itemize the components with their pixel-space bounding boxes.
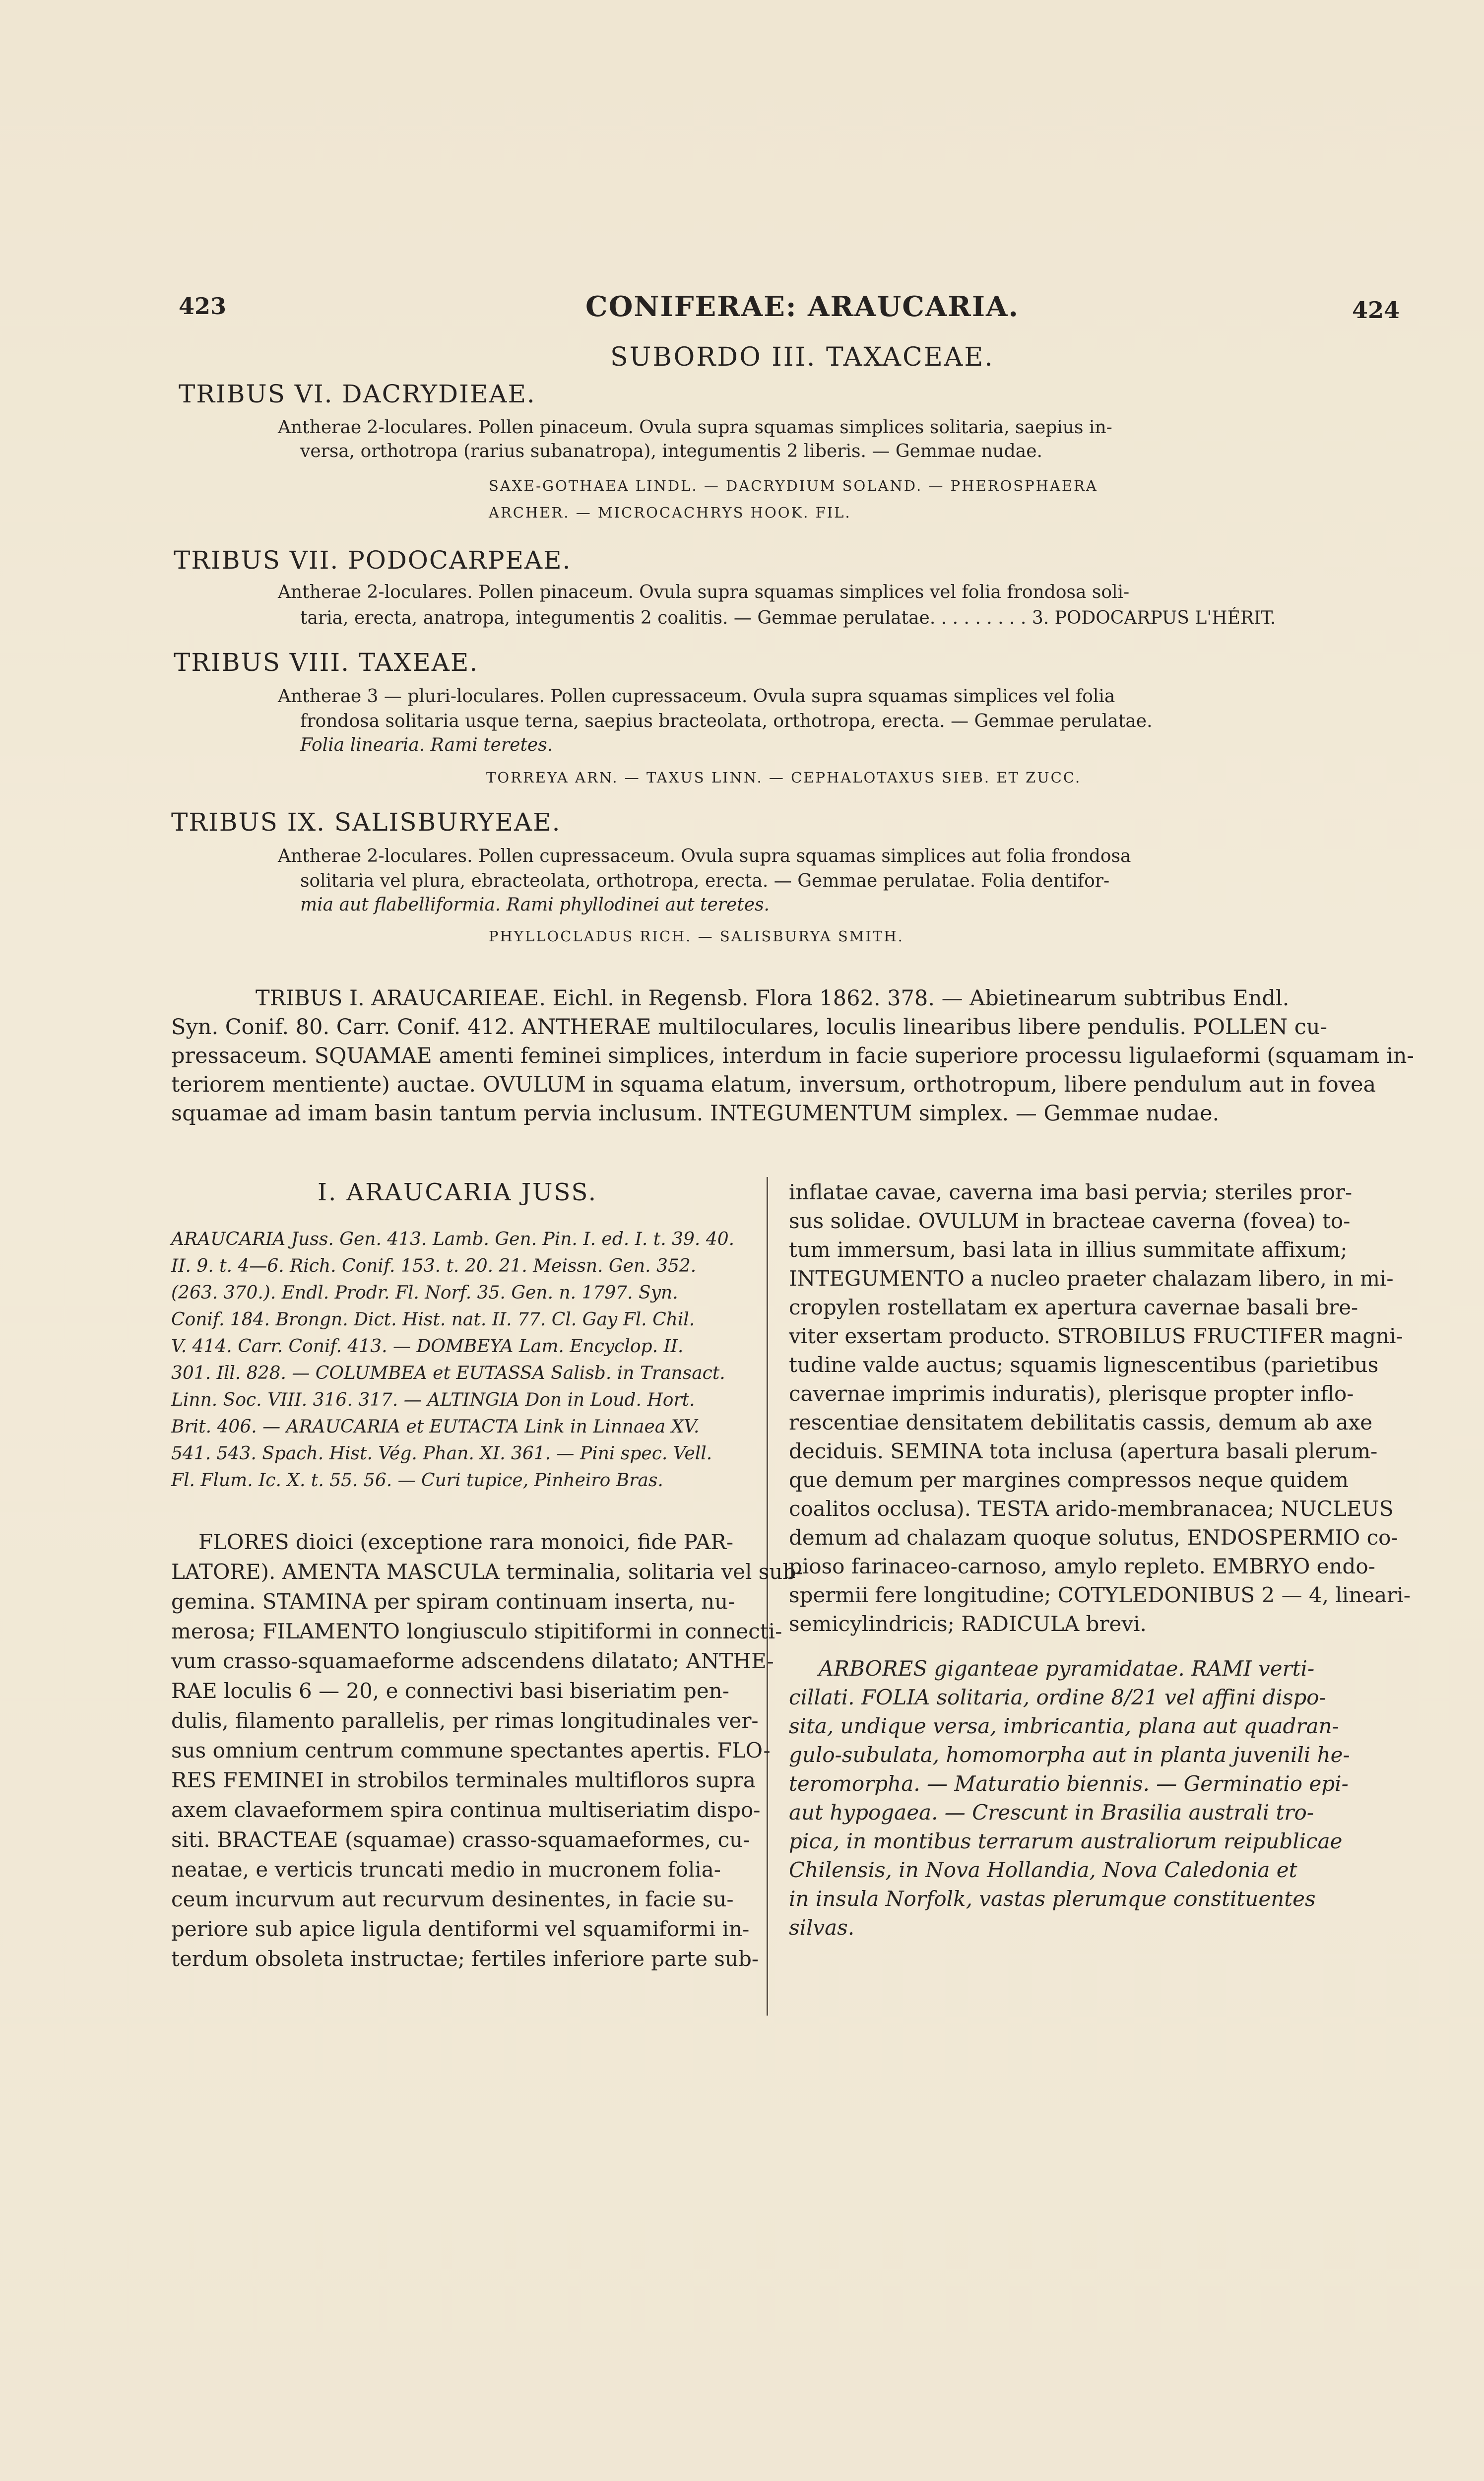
body-line: ceum incurvum aut recurvum desinentes, in facie su- [171,1887,734,1911]
body-line: dulis, filamento parallelis, per rimas longitudinales ver- [171,1708,759,1733]
tribus-heading: TRIBUS IX. SALISBURYEAE. [171,808,561,837]
body-line: siti. BRACTEAE (squamae) crasso-squamaeformes, cu- [171,1828,750,1852]
tribus-heading: TRIBUS VI. DACRYDIEAE. [179,380,536,408]
left-page-number: 423 [179,293,227,320]
habit-line: Chilensis, in Nova Hollandia, Nova Caledonia et [789,1858,1297,1882]
body-line: LATORE). AMENTA MASCULA terminalia, solitaria vel sub- [171,1560,803,1584]
habit-line: gulo-subulata, homomorpha aut in planta juvenili he- [789,1743,1350,1767]
synonymy-line: ARAUCARIA Juss. Gen. 413. Lamb. Gen. Pin. I. ed. I. t. 39. 40. [171,1229,735,1249]
body-line: demum ad chalazam quoque solutus, ENDOSPERMIO co- [789,1525,1398,1550]
body-line: inflatae cavae, caverna ima basi pervia; steriles pror- [789,1180,1353,1204]
body-line: axem clavaeformem spira continua multiseriatim dispo- [171,1798,761,1822]
araucarieae-line: Syn. Conif. 80. Carr. Conif. 412. ANTHERAE multiloculares, loculis linearibus libere pendulis. POLLEN cu- [171,1015,1328,1040]
synonymy-line: Brit. 406. — ARAUCARIA et EUTACTA Link in Linnaea XV. [171,1417,700,1437]
body-line: neatae, e verticis truncati medio in mucronem folia- [171,1857,721,1882]
synonymy-line: Conif. 184. Brongn. Dict. Hist. nat. II. 77. Cl. Gay Fl. Chil. [171,1309,695,1330]
araucarieae-line: TRIBUS I. ARAUCARIEAE. Eichl. in Regensb. Flora 1862. 378. — Abietinearum subtribus Endl. [256,986,1290,1011]
body-line: gemina. STAMINA per spiram continuam inserta, nu- [171,1589,735,1614]
habit-line: cillati. FOLIA solitaria, ordine 8/21 vel affini dispo- [789,1685,1326,1709]
habit-line: aut hypogaea. — Crescunt in Brasilia australi tro- [789,1800,1314,1825]
body-line: RAE loculis 6 — 20, e connectivi basi biseriatim pen- [171,1679,729,1703]
tribus-text-line: Antherae 2-loculares. Pollen cupressaceum. Ovula supra squamas simplices aut folia frondosa [278,846,1131,866]
tribus-text-line: solitaria vel plura, ebracteolata, orthotropa, erecta. — Gemmae perulatae. Folia dentifor- [300,871,1110,891]
body-line: pioso farinaceo-carnoso, amylo repleto. EMBRYO endo- [789,1554,1375,1578]
body-line: cropylen rostellatam ex apertura cavernae basali bre- [789,1295,1358,1319]
genera-list: PHYLLOCLADUS RICH. — SALISBURYA SMITH. [489,928,904,945]
genus-title: I. ARAUCARIA JUSS. [318,1178,597,1206]
tribus-heading: TRIBUS VIII. TAXEAE. [174,648,479,677]
body-line: que demum per margines compressos neque quidem [789,1468,1349,1492]
genera-list: ARCHER. — MICROCACHRYS HOOK. FIL. [489,504,851,521]
right-page-number: 424 [1352,297,1400,324]
tribus-heading: TRIBUS VII. PODOCARPEAE. [174,546,572,575]
araucarieae-line: pressaceum. SQUAMAE amenti feminei simplices, interdum in facie superiore processu ligulaeformi (squamam in- [171,1044,1414,1068]
body-line: tudine valde auctus; squamis lignescentibus (parietibus [789,1353,1379,1377]
synonymy-line: (263. 370.). Endl. Prodr. Fl. Norf. 35. Gen. n. 1797. Syn. [171,1283,678,1303]
genera-list: TORREYA ARN. — TAXUS LINN. — CEPHALOTAXUS SIEB. ET ZUCC. [486,769,1082,786]
body-line: sus omnium centrum commune spectantes apertis. FLO- [171,1738,771,1763]
body-line: rescentiae densitatem debilitatis cassis, demum ab axe [789,1410,1373,1435]
habit-line: pica, in montibus terrarum australiorum reipublicae [789,1829,1343,1853]
subordo-heading: SUBORDO III. TAXACEAE. [610,342,994,372]
body-line: sus solidae. OVULUM in bracteae caverna (fovea) to- [789,1209,1351,1233]
genera-list: SAXE-GOTHAEA LINDL. — DACRYDIUM SOLAND. — PHEROSPHAERA [489,477,1098,494]
tribus-text-line: taria, erecta, anatropa, integumentis 2 coalitis. — Gemmae perulatae. . . . . . . . . 3. PODOCARPUS L'HÉRIT. [300,608,1276,628]
tribus-text-line: frondosa solitaria usque terna, saepius bracteolata, orthotropa, erecta. — Gemmae perulatae. [300,711,1153,731]
body-line: viter exsertam producto. STROBILUS FRUCTIFER magni- [789,1324,1403,1348]
synonymy-line: 541. 543. Spach. Hist. Vég. Phan. XI. 361. — Pini spec. Vell. [171,1443,712,1464]
body-line: terdum obsoleta instructae; fertiles inferiore parte sub- [171,1947,759,1971]
habit-line: teromorpha. — Maturatio biennis. — Germinatio epi- [789,1771,1349,1796]
body-line: spermii fere longitudine; COTYLEDONIBUS 2 — 4, lineari- [789,1583,1411,1607]
body-line: INTEGUMENTO a nucleo praeter chalazam libero, in mi- [789,1266,1394,1291]
habit-line: in insula Norfolk, vastas plerumque constituentes [789,1887,1316,1911]
body-line: RES FEMINEI in strobilos terminales multifloros supra [171,1768,756,1792]
running-title: CONIFERAE: ARAUCARIA. [585,290,1019,323]
tribus-text-line: Antherae 2-loculares. Pollen pinaceum. Ovula supra squamas simplices vel folia frondosa soli- [278,582,1130,602]
habit-line: sita, undique versa, imbricantia, plana aut quadran- [789,1714,1339,1738]
body-line: tum immersum, basi lata in illius summitate affixum; [789,1238,1348,1262]
synonymy-line: V. 414. Carr. Conif. 413. — DOMBEYA Lam. Encyclop. II. [171,1336,684,1357]
column-divider [767,1177,768,2016]
tribus-text-line: Antherae 3 — pluri-loculares. Pollen cupressaceum. Ovula supra squamas simplices vel folia [278,686,1115,707]
body-line: periore sub apice ligula dentiformi vel squamiformi in- [171,1917,750,1941]
synonymy-line: Linn. Soc. VIII. 316. 317. — ALTINGIA Don in Loud. Hort. [171,1390,695,1410]
synonymy-line: II. 9. t. 4—6. Rich. Conif. 153. t. 20. 21. Meissn. Gen. 352. [171,1256,697,1276]
araucarieae-line: teriorem mentiente) auctae. OVULUM in squama elatum, inversum, orthotropum, libere pendulum aut in fovea [171,1072,1376,1097]
tribus-text-line: Folia linearia. Rami teretes. [300,735,553,755]
tribus-text-line: mia aut flabelliformia. Rami phyllodinei aut teretes. [300,895,770,915]
synonymy-line: Fl. Flum. Ic. X. t. 55. 56. — Curi tupice, Pinheiro Bras. [171,1470,663,1491]
body-line: vum crasso-squamaeforme adscendens dilatato; ANTHE- [171,1649,774,1673]
body-line: coalitos occlusa). TESTA arido-membranacea; NUCLEUS [789,1497,1394,1521]
body-line: semicylindricis; RADICULA brevi. [789,1612,1147,1636]
body-line: FLORES dioici (exceptione rara monoici, fide PAR- [198,1530,734,1554]
tribus-text-line: Antherae 2-loculares. Pollen pinaceum. Ovula supra squamas simplices solitaria, saepius in- [278,417,1112,438]
habit-line: silvas. [789,1915,855,1940]
body-line: merosa; FILAMENTO longiusculo stipitiformi in connecti- [171,1619,782,1643]
body-line: cavernae imprimis induratis), plerisque propter inflo- [789,1381,1354,1406]
habit-line: ARBORES giganteae pyramidatae. RAMI verti- [819,1656,1315,1681]
body-line: deciduis. SEMINA tota inclusa (apertura basali plerum- [789,1439,1378,1463]
tribus-text-line: versa, orthotropa (rarius subanatropa), integumentis 2 liberis. — Gemmae nudae. [300,441,1042,461]
synonymy-line: 301. Ill. 828. — COLUMBEA et EUTASSA Salisb. in Transact. [171,1363,725,1383]
araucarieae-line: squamae ad imam basin tantum pervia inclusum. INTEGUMENTUM simplex. — Gemmae nudae. [171,1101,1220,1126]
